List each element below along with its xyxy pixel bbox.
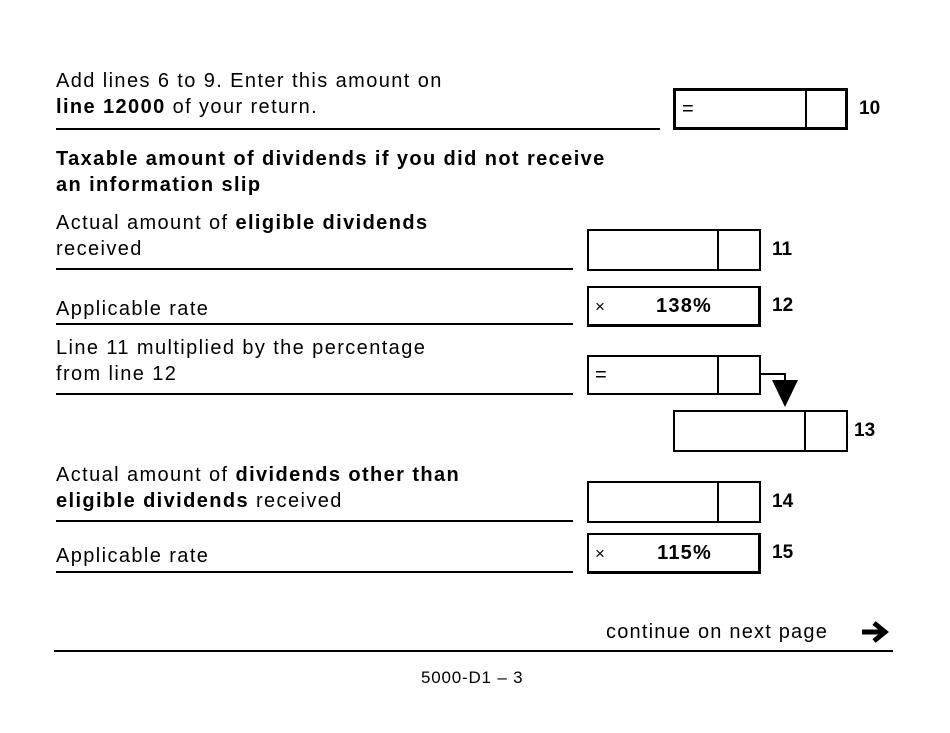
line14-text-b (56, 488, 460, 514)
line14-rest: received (249, 490, 343, 512)
line10-text (56, 68, 443, 120)
line12b-text (56, 335, 426, 387)
cents-divider (717, 231, 719, 269)
line10-ref: line 12000 (56, 96, 166, 118)
line12-rule (56, 323, 573, 325)
line10-rule (56, 128, 660, 130)
line13-amount-field[interactable] (673, 410, 848, 452)
line11-amount-field[interactable] (587, 229, 761, 271)
line12-rate: 138% (656, 295, 712, 317)
line14-text-a (56, 462, 460, 488)
section-heading (56, 146, 606, 198)
equals-symbol: = (682, 98, 694, 120)
line12b-text-a: Line 11 multiplied by the percentage (56, 337, 427, 359)
section-heading-line1: Taxable amount of dividends if you did not receive (56, 148, 606, 170)
line13-number: 13 (854, 420, 876, 441)
line11-rule (56, 268, 573, 270)
line15-rule (56, 571, 573, 573)
cents-divider (717, 357, 719, 393)
line10-text-a: Add lines 6 to 9. Enter this amount on (56, 70, 443, 92)
line11-prefix: Actual amount of (56, 212, 236, 234)
line10-amount-field[interactable] (673, 88, 848, 130)
line15-rate: 115% (657, 542, 712, 564)
cents-divider (717, 483, 719, 521)
line10-number: 10 (859, 98, 881, 119)
line11-text (56, 210, 428, 262)
multiply-symbol: × (595, 544, 605, 563)
line12-text: Applicable rate (56, 298, 210, 320)
line10-text-b (56, 94, 443, 120)
line15-text: Applicable rate (56, 545, 210, 567)
right-arrow-icon (860, 619, 892, 645)
line10-ref-rest: of your return. (165, 96, 319, 118)
equals-symbol: = (595, 364, 607, 386)
line14-bold-b: eligible dividends (56, 490, 250, 512)
line12-rate-field (587, 286, 761, 327)
line15-rate-field (587, 533, 761, 574)
line14-bold-a: dividends other than (235, 464, 461, 486)
line14-number: 14 (772, 491, 794, 512)
line11-text-b: received (56, 238, 143, 260)
line12-number: 12 (772, 295, 794, 316)
line15-number: 15 (772, 542, 794, 563)
line11-text-a (56, 210, 428, 236)
line14-prefix: Actual amount of (56, 464, 236, 486)
cents-divider (804, 412, 806, 450)
line12b-rule (56, 393, 573, 395)
line14-text (56, 462, 460, 514)
line12b-text-b: from line 12 (56, 363, 178, 385)
multiply-symbol: × (595, 297, 605, 316)
line14-amount-field[interactable] (587, 481, 761, 523)
line11-number: 11 (772, 239, 793, 260)
continue-text: continue on next page (606, 621, 829, 643)
footer-rule (54, 650, 893, 652)
line11-bold: eligible dividends (235, 212, 429, 234)
line12b-amount-field[interactable] (587, 355, 761, 395)
section-heading-line2: an information slip (56, 174, 262, 196)
page-id: 5000-D1 – 3 (421, 668, 524, 687)
cents-divider (805, 91, 807, 127)
line14-rule (56, 520, 573, 522)
